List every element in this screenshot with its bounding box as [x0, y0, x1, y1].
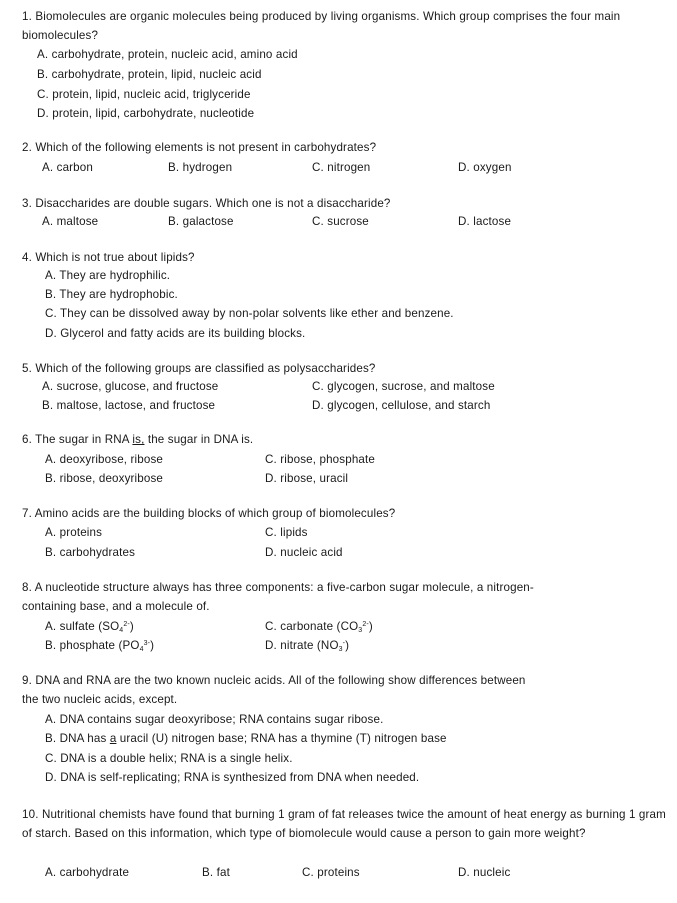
- question-6-stem-underlined: is,: [132, 433, 145, 446]
- question-10-option-c: C. proteins: [302, 866, 360, 879]
- question-3-option-c: C. sucrose: [312, 215, 369, 228]
- question-10-stem: 10. Nutritional chemists have found that burning 1 gram of fat releases twice the amount of heat energy as burning 1 gram of starch. Based on this information, which type of biomolecule would cause a person to gain more weight?: [22, 808, 666, 841]
- question-1-option-b: B. carbohydrate, protein, lipid, nucleic acid: [37, 68, 262, 81]
- question-3-option-b: B. galactose: [168, 215, 234, 228]
- question-10-option-b: B. fat: [202, 866, 230, 879]
- question-2-option-c: C. nitrogen: [312, 161, 371, 174]
- question-9-option-d: D. DNA is self-replicating; RNA is synthesized from DNA when needed.: [45, 771, 420, 784]
- question-7-option-d: D. nucleic acid: [265, 546, 343, 559]
- question-3-option-d: D. lactose: [458, 215, 512, 228]
- question-6-stem-end: the sugar in DNA is.: [144, 433, 254, 446]
- question-4-option-a: A. They are hydrophilic.: [45, 269, 171, 282]
- question-3-stem: 3. Disaccharides are double sugars. Which one is not a disaccharide?: [22, 197, 391, 210]
- question-7-option-b: B. carbohydrates: [45, 546, 136, 559]
- question-9-option-a: A. DNA contains sugar deoxyribose; RNA contains sugar ribose.: [45, 713, 384, 726]
- question-8-option-a: A. sulfate $(SO_4^{2-})$: [45, 620, 134, 634]
- question-6-option-b: B. ribose, deoxyribose: [45, 472, 164, 485]
- question-7-option-a: A. proteins: [45, 526, 103, 539]
- question-1-option-c: C. protein, lipid, nucleic acid, triglyceride: [37, 88, 251, 101]
- question-8-option-c: C. carbonate $(CO_3^{2-})$: [265, 620, 373, 634]
- question-6-stem: [22, 430, 662, 449]
- question-4-stem: 4. Which is not true about lipids?: [22, 251, 195, 264]
- question-6-option-c: C. ribose, phosphate: [265, 453, 375, 466]
- question-7-option-c: C. lipids: [265, 526, 308, 539]
- question-2-option-b: B. hydrogen: [168, 161, 233, 174]
- question-1-option-d: D. protein, lipid, carbohydrate, nucleotide: [37, 107, 255, 120]
- question-5-option-a: A. sucrose, glucose, and fructose: [42, 380, 219, 393]
- question-1-stem: 1. Biomolecules are organic molecules being produced by living organisms. Which group comprises the four main biomolecules?: [22, 10, 621, 43]
- question-5-option-b: B. maltose, lactose, and fructose: [42, 399, 216, 412]
- question-1-option-a: A. carbohydrate, protein, nucleic acid, amino acid: [37, 48, 298, 61]
- question-3-option-a: A. maltose: [42, 215, 99, 228]
- question-6-option-a: A. deoxyribose, ribose: [45, 453, 164, 466]
- question-9-option-c: C. DNA is a double helix; RNA is a single helix.: [45, 752, 293, 765]
- question-4-option-b: B. They are hydrophobic.: [45, 288, 178, 301]
- question-8-option-b: B. phosphate $(PO_4^{3-})$: [45, 639, 155, 653]
- question-2-option-d: D. oxygen: [458, 161, 512, 174]
- question-9-option-b: B. DNA has a uracil (U) nitrogen base; RNA has a thymine (T) nitrogen base: [45, 732, 447, 745]
- question-7-stem: 7. Amino acids are the building blocks of which group of biomolecules?: [22, 507, 396, 520]
- question-9-stem: 9. DNA and RNA are the two known nucleic acids. All of the following show differences between the two nucleic acids, except.: [22, 674, 526, 707]
- question-4-option-d: D. Glycerol and fatty acids are its building blocks.: [45, 327, 306, 340]
- question-10-option-d: D. nucleic: [458, 866, 511, 879]
- question-5-option-c: C. glycogen, sucrose, and maltose: [312, 380, 495, 393]
- question-5-option-d: D. glycogen, cellulose, and starch: [312, 399, 491, 412]
- question-5-stem: 5. Which of the following groups are classified as polysaccharides?: [22, 362, 376, 375]
- question-2-option-a: A. carbon: [42, 161, 93, 174]
- question-6-option-d: D. ribose, uracil: [265, 472, 349, 485]
- question-8-stem: 8. A nucleotide structure always has three components: a five-carbon sugar molecule, a nitrogen-containing base, and a molecule of.: [22, 581, 534, 614]
- question-6-stem-start: 6. The sugar in RNA: [22, 433, 133, 446]
- question-10-option-a: A. carbohydrate: [45, 866, 130, 879]
- question-8-option-d: D. nitrate $(NO_3^-)$: [265, 639, 350, 653]
- question-4-option-c: C. They can be dissolved away by non-polar solvents like ether and benzene.: [45, 307, 454, 320]
- question-2-stem: 2. Which of the following elements is not present in carbohydrates?: [22, 141, 377, 154]
